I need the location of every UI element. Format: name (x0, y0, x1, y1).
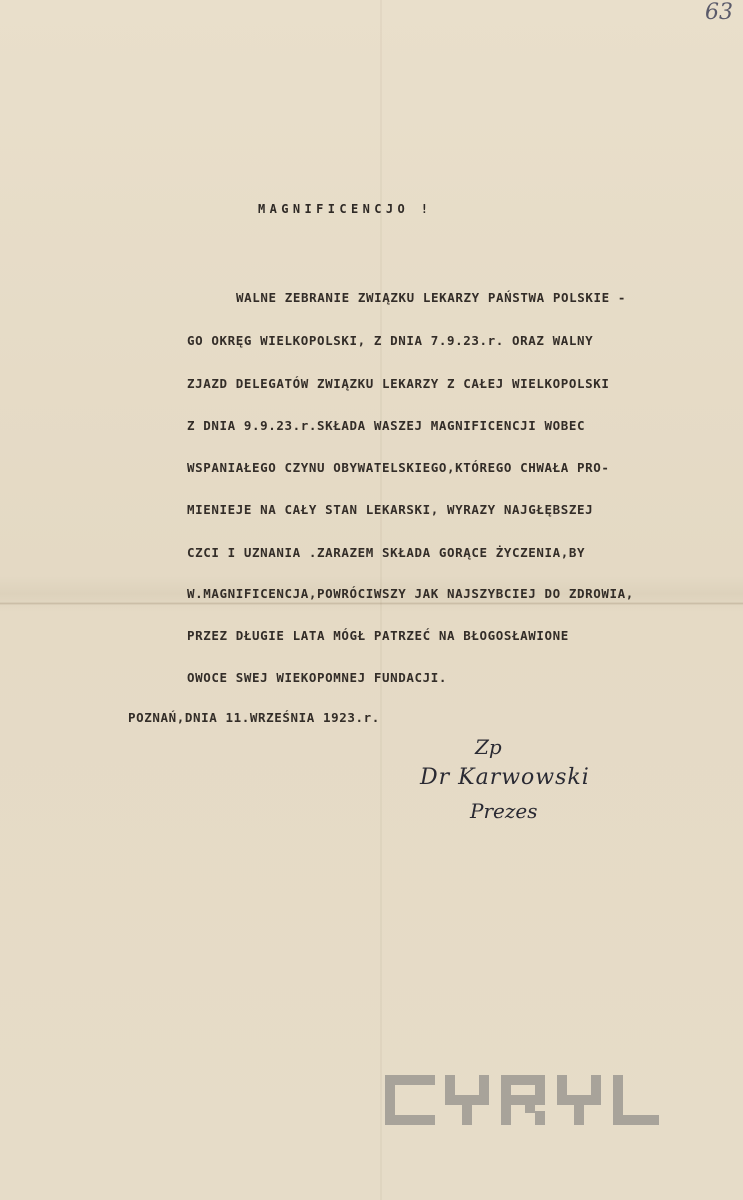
body-line-4: Z DNIA 9.9.23.r.SKŁADA WASZEJ MAGNIFICENCJI WOBEC (187, 418, 586, 433)
signature-name: Dr Karwowski (420, 765, 590, 790)
signature-prefix: Zp (475, 735, 502, 759)
cyryl-watermark-logo (385, 1075, 675, 1127)
body-line-5: WSPANIAŁEGO CZYNU OBYWATELSKIEGO,KTÓREGO CHWAŁA PRO- (187, 460, 610, 475)
page-number-handwritten: 63 (705, 0, 733, 25)
body-line-8: W.MAGNIFICENCJA,POWRÓCIWSZY JAK NAJSZYBCIEJ DO ZDROWIA, (187, 586, 634, 601)
date-line: POZNAŃ,DNIA 11.WRZEŚNIA 1923.r. (128, 710, 380, 725)
letter-title: MAGNIFICENCJO ! (258, 202, 433, 216)
body-line-10: OWOCE SWEJ WIEKOPOMNEJ FUNDACJI. (187, 670, 448, 685)
body-line-3: ZJAZD DELEGATÓW ZWIĄZKU LEKARZY Z CAŁEJ WIELKOPOLSKI (187, 376, 610, 391)
signature-role: Prezes (470, 799, 538, 823)
body-line-2: GO OKRĘG WIELKOPOLSKI, Z DNIA 7.9.23.r. ORAZ WALNY (187, 333, 594, 348)
body-line-9: PRZEZ DŁUGIE LATA MÓGŁ PATRZEĆ NA BŁOGOSŁAWIONE (187, 628, 569, 643)
body-line-7: CZCI I UZNANIA .ZARAZEM SKŁADA GORĄCE ŻYCZENIA,BY (187, 545, 586, 560)
body-line-1: WALNE ZEBRANIE ZWIĄZKU LEKARZY PAŃSTWA POLSKIE - (236, 290, 627, 305)
body-line-6: MIENIEJE NA CAŁY STAN LEKARSKI, WYRAZY NAJGŁĘBSZEJ (187, 502, 594, 517)
watermark-pixels (385, 1075, 659, 1125)
paper-fold-horizontal (0, 602, 743, 605)
